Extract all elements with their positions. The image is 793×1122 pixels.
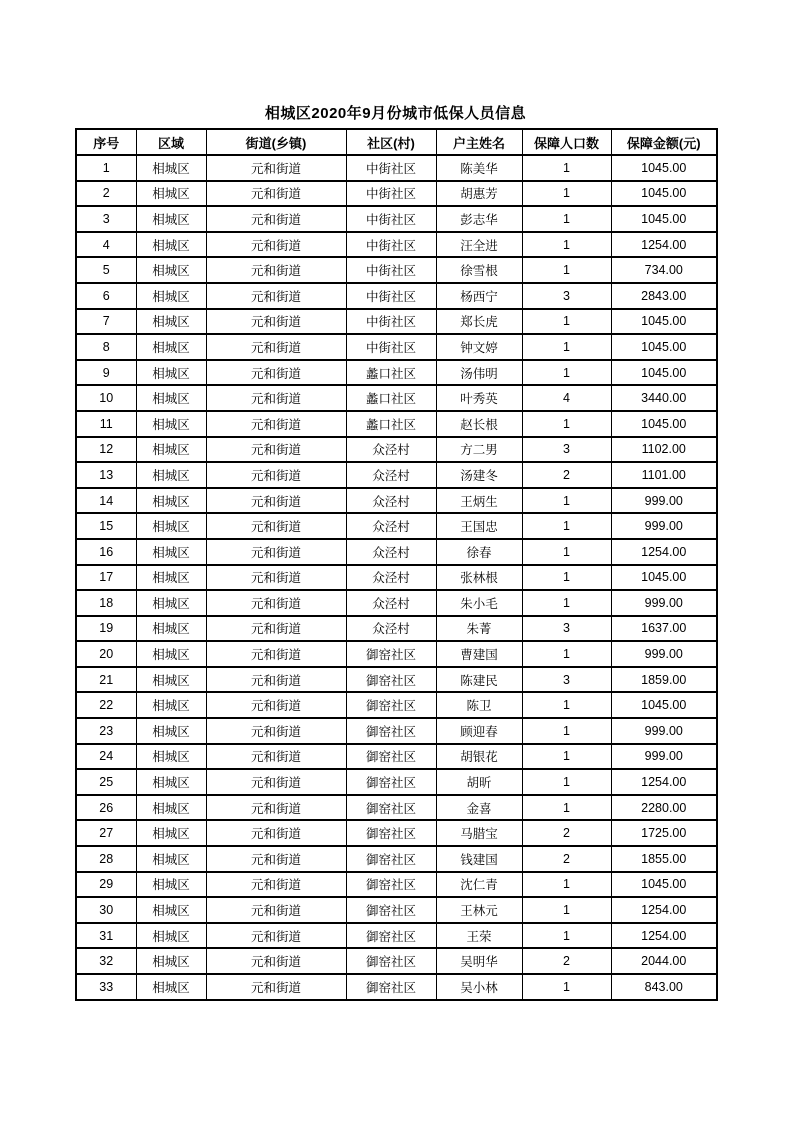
cell-region: 相城区	[136, 155, 206, 181]
cell-community: 御窑社区	[346, 820, 436, 846]
cell-region: 相城区	[136, 923, 206, 949]
cell-street: 元和街道	[206, 257, 346, 283]
cell-region: 相城区	[136, 539, 206, 565]
cell-population: 1	[522, 206, 611, 232]
cell-serial: 19	[76, 616, 136, 642]
cell-street: 元和街道	[206, 437, 346, 463]
cell-street: 元和街道	[206, 897, 346, 923]
cell-community: 众泾村	[346, 565, 436, 591]
cell-amount: 999.00	[611, 590, 717, 616]
cell-name: 钱建国	[436, 846, 522, 872]
cell-population: 1	[522, 334, 611, 360]
cell-amount: 999.00	[611, 718, 717, 744]
cell-name: 叶秀英	[436, 385, 522, 411]
cell-amount: 1045.00	[611, 565, 717, 591]
cell-region: 相城区	[136, 488, 206, 514]
cell-serial: 16	[76, 539, 136, 565]
cell-community: 中街社区	[346, 155, 436, 181]
cell-community: 御窑社区	[346, 974, 436, 1000]
page-title: 相城区2020年9月份城市低保人员信息	[264, 105, 527, 122]
cell-region: 相城区	[136, 411, 206, 437]
table-row	[76, 820, 717, 846]
cell-community: 众泾村	[346, 590, 436, 616]
cell-population: 1	[522, 923, 611, 949]
cell-street: 元和街道	[206, 641, 346, 667]
table-row	[76, 846, 717, 872]
header-street: 街道(乡镇)	[206, 129, 346, 155]
cell-region: 相城区	[136, 692, 206, 718]
cell-name: 金喜	[436, 795, 522, 821]
table-row	[76, 641, 717, 667]
cell-street: 元和街道	[206, 923, 346, 949]
cell-population: 3	[522, 437, 611, 463]
cell-street: 元和街道	[206, 232, 346, 258]
cell-serial: 29	[76, 872, 136, 898]
cell-region: 相城区	[136, 513, 206, 539]
cell-serial: 28	[76, 846, 136, 872]
cell-serial: 24	[76, 744, 136, 770]
table-row	[76, 360, 717, 386]
cell-serial: 13	[76, 462, 136, 488]
cell-population: 3	[522, 616, 611, 642]
cell-population: 4	[522, 385, 611, 411]
cell-region: 相城区	[136, 283, 206, 309]
cell-community: 众泾村	[346, 437, 436, 463]
cell-population: 1	[522, 539, 611, 565]
cell-street: 元和街道	[206, 718, 346, 744]
cell-name: 胡昕	[436, 769, 522, 795]
cell-community: 众泾村	[346, 616, 436, 642]
cell-region: 相城区	[136, 872, 206, 898]
cell-serial: 11	[76, 411, 136, 437]
table-row	[76, 232, 717, 258]
cell-population: 2	[522, 846, 611, 872]
cell-amount: 1045.00	[611, 206, 717, 232]
cell-name: 朱菁	[436, 616, 522, 642]
cell-community: 御窑社区	[346, 948, 436, 974]
cell-name: 曹建国	[436, 641, 522, 667]
cell-amount: 1254.00	[611, 923, 717, 949]
cell-region: 相城区	[136, 437, 206, 463]
table-row	[76, 462, 717, 488]
cell-serial: 22	[76, 692, 136, 718]
cell-name: 吴明华	[436, 948, 522, 974]
cell-street: 元和街道	[206, 590, 346, 616]
header-community: 社区(村)	[346, 129, 436, 155]
cell-population: 1	[522, 309, 611, 335]
cell-amount: 1102.00	[611, 437, 717, 463]
table-row	[76, 718, 717, 744]
cell-region: 相城区	[136, 206, 206, 232]
table-row	[76, 897, 717, 923]
cell-population: 1	[522, 744, 611, 770]
table-row	[76, 872, 717, 898]
cell-community: 中街社区	[346, 232, 436, 258]
cell-amount: 1045.00	[611, 181, 717, 207]
cell-serial: 23	[76, 718, 136, 744]
cell-street: 元和街道	[206, 692, 346, 718]
cell-population: 3	[522, 283, 611, 309]
cell-community: 众泾村	[346, 513, 436, 539]
cell-street: 元和街道	[206, 334, 346, 360]
cell-name: 王国忠	[436, 513, 522, 539]
cell-street: 元和街道	[206, 385, 346, 411]
table-row	[76, 488, 717, 514]
cell-population: 1	[522, 692, 611, 718]
cell-serial: 10	[76, 385, 136, 411]
cell-serial: 6	[76, 283, 136, 309]
cell-name: 汪全进	[436, 232, 522, 258]
cell-community: 御窑社区	[346, 667, 436, 693]
cell-amount: 999.00	[611, 488, 717, 514]
cell-street: 元和街道	[206, 539, 346, 565]
cell-region: 相城区	[136, 769, 206, 795]
cell-name: 王炳生	[436, 488, 522, 514]
cell-amount: 1254.00	[611, 769, 717, 795]
table-row	[76, 692, 717, 718]
cell-community: 中街社区	[346, 181, 436, 207]
cell-name: 马腊宝	[436, 820, 522, 846]
cell-serial: 5	[76, 257, 136, 283]
cell-serial: 30	[76, 897, 136, 923]
cell-name: 赵长根	[436, 411, 522, 437]
cell-name: 王林元	[436, 897, 522, 923]
cell-serial: 2	[76, 181, 136, 207]
cell-amount: 1101.00	[611, 462, 717, 488]
cell-population: 1	[522, 974, 611, 1000]
cell-name: 王荣	[436, 923, 522, 949]
cell-street: 元和街道	[206, 872, 346, 898]
cell-name: 陈卫	[436, 692, 522, 718]
cell-amount: 2044.00	[611, 948, 717, 974]
cell-amount: 2280.00	[611, 795, 717, 821]
table-body	[76, 155, 717, 1000]
cell-street: 元和街道	[206, 769, 346, 795]
table-row	[76, 411, 717, 437]
header-region: 区域	[136, 129, 206, 155]
cell-serial: 8	[76, 334, 136, 360]
table-row	[76, 283, 717, 309]
table-row	[76, 539, 717, 565]
cell-region: 相城区	[136, 360, 206, 386]
cell-region: 相城区	[136, 334, 206, 360]
table-row	[76, 513, 717, 539]
cell-community: 中街社区	[346, 283, 436, 309]
table-row	[76, 616, 717, 642]
cell-population: 1	[522, 513, 611, 539]
cell-community: 中街社区	[346, 309, 436, 335]
table-row	[76, 334, 717, 360]
cell-community: 中街社区	[346, 334, 436, 360]
cell-region: 相城区	[136, 718, 206, 744]
cell-population: 1	[522, 232, 611, 258]
cell-region: 相城区	[136, 590, 206, 616]
cell-population: 2	[522, 462, 611, 488]
cell-serial: 9	[76, 360, 136, 386]
cell-serial: 21	[76, 667, 136, 693]
cell-community: 御窑社区	[346, 692, 436, 718]
cell-street: 元和街道	[206, 667, 346, 693]
cell-population: 1	[522, 257, 611, 283]
cell-name: 顾迎春	[436, 718, 522, 744]
cell-street: 元和街道	[206, 616, 346, 642]
cell-community: 中街社区	[346, 257, 436, 283]
cell-serial: 26	[76, 795, 136, 821]
table-row	[76, 565, 717, 591]
table-row	[76, 795, 717, 821]
cell-region: 相城区	[136, 795, 206, 821]
cell-community: 御窑社区	[346, 846, 436, 872]
header-population: 保障人口数	[522, 129, 611, 155]
table-row	[76, 155, 717, 181]
table-row	[76, 590, 717, 616]
header-amount: 保障金额(元)	[611, 129, 717, 155]
welfare-table-container	[75, 128, 718, 1001]
cell-name: 沈仁青	[436, 872, 522, 898]
cell-name: 钟文婷	[436, 334, 522, 360]
cell-name: 徐雪根	[436, 257, 522, 283]
table-row	[76, 744, 717, 770]
cell-name: 陈建民	[436, 667, 522, 693]
cell-name: 陈美华	[436, 155, 522, 181]
cell-serial: 14	[76, 488, 136, 514]
cell-amount: 999.00	[611, 641, 717, 667]
cell-region: 相城区	[136, 309, 206, 335]
cell-amount: 1254.00	[611, 232, 717, 258]
cell-name: 汤伟明	[436, 360, 522, 386]
cell-community: 蠡口社区	[346, 385, 436, 411]
cell-population: 2	[522, 820, 611, 846]
welfare-table	[75, 128, 718, 1001]
cell-amount: 1637.00	[611, 616, 717, 642]
table-row	[76, 309, 717, 335]
cell-street: 元和街道	[206, 309, 346, 335]
table-row	[76, 769, 717, 795]
cell-serial: 4	[76, 232, 136, 258]
cell-population: 1	[522, 565, 611, 591]
cell-amount: 999.00	[611, 513, 717, 539]
cell-amount: 843.00	[611, 974, 717, 1000]
cell-population: 1	[522, 718, 611, 744]
cell-region: 相城区	[136, 181, 206, 207]
cell-region: 相城区	[136, 232, 206, 258]
table-row	[76, 667, 717, 693]
cell-serial: 18	[76, 590, 136, 616]
cell-serial: 3	[76, 206, 136, 232]
cell-region: 相城区	[136, 948, 206, 974]
cell-name: 张林根	[436, 565, 522, 591]
cell-community: 御窑社区	[346, 769, 436, 795]
cell-street: 元和街道	[206, 360, 346, 386]
cell-amount: 1045.00	[611, 692, 717, 718]
cell-serial: 15	[76, 513, 136, 539]
cell-amount: 1045.00	[611, 155, 717, 181]
cell-population: 1	[522, 872, 611, 898]
cell-serial: 17	[76, 565, 136, 591]
cell-region: 相城区	[136, 820, 206, 846]
table-row	[76, 257, 717, 283]
cell-street: 元和街道	[206, 462, 346, 488]
cell-amount: 1045.00	[611, 334, 717, 360]
cell-region: 相城区	[136, 974, 206, 1000]
cell-amount: 1045.00	[611, 360, 717, 386]
cell-community: 御窑社区	[346, 641, 436, 667]
cell-region: 相城区	[136, 257, 206, 283]
cell-amount: 1859.00	[611, 667, 717, 693]
table-row	[76, 923, 717, 949]
cell-region: 相城区	[136, 667, 206, 693]
cell-serial: 31	[76, 923, 136, 949]
cell-serial: 1	[76, 155, 136, 181]
cell-name: 郑长虎	[436, 309, 522, 335]
cell-street: 元和街道	[206, 181, 346, 207]
header-name: 户主姓名	[436, 129, 522, 155]
cell-serial: 33	[76, 974, 136, 1000]
cell-population: 2	[522, 948, 611, 974]
cell-region: 相城区	[136, 846, 206, 872]
table-row	[76, 437, 717, 463]
cell-community: 御窑社区	[346, 744, 436, 770]
cell-population: 3	[522, 667, 611, 693]
table-row	[76, 206, 717, 232]
cell-amount: 1045.00	[611, 411, 717, 437]
table-header-row	[76, 129, 717, 155]
cell-community: 众泾村	[346, 539, 436, 565]
cell-serial: 27	[76, 820, 136, 846]
cell-street: 元和街道	[206, 411, 346, 437]
cell-community: 蠡口社区	[346, 411, 436, 437]
cell-region: 相城区	[136, 385, 206, 411]
cell-community: 中街社区	[346, 206, 436, 232]
cell-population: 1	[522, 590, 611, 616]
cell-amount: 1254.00	[611, 897, 717, 923]
cell-population: 1	[522, 795, 611, 821]
table-row	[76, 948, 717, 974]
cell-serial: 25	[76, 769, 136, 795]
table-row	[76, 974, 717, 1000]
cell-community: 御窑社区	[346, 897, 436, 923]
cell-street: 元和街道	[206, 565, 346, 591]
cell-name: 徐春	[436, 539, 522, 565]
cell-community: 御窑社区	[346, 872, 436, 898]
cell-region: 相城区	[136, 565, 206, 591]
cell-amount: 2843.00	[611, 283, 717, 309]
cell-amount: 1045.00	[611, 872, 717, 898]
cell-population: 1	[522, 155, 611, 181]
cell-name: 胡惠芳	[436, 181, 522, 207]
cell-street: 元和街道	[206, 948, 346, 974]
cell-region: 相城区	[136, 616, 206, 642]
table-row	[76, 181, 717, 207]
cell-amount: 999.00	[611, 744, 717, 770]
cell-population: 1	[522, 181, 611, 207]
cell-street: 元和街道	[206, 513, 346, 539]
cell-serial: 32	[76, 948, 136, 974]
cell-population: 1	[522, 897, 611, 923]
cell-amount: 734.00	[611, 257, 717, 283]
table-row	[76, 385, 717, 411]
cell-street: 元和街道	[206, 795, 346, 821]
cell-name: 彭志华	[436, 206, 522, 232]
cell-amount: 1725.00	[611, 820, 717, 846]
cell-population: 1	[522, 411, 611, 437]
cell-street: 元和街道	[206, 974, 346, 1000]
cell-community: 蠡口社区	[346, 360, 436, 386]
cell-street: 元和街道	[206, 206, 346, 232]
cell-street: 元和街道	[206, 488, 346, 514]
cell-amount: 1254.00	[611, 539, 717, 565]
cell-name: 汤建冬	[436, 462, 522, 488]
cell-street: 元和街道	[206, 155, 346, 181]
cell-region: 相城区	[136, 641, 206, 667]
cell-community: 御窑社区	[346, 923, 436, 949]
cell-community: 众泾村	[346, 462, 436, 488]
cell-amount: 3440.00	[611, 385, 717, 411]
cell-serial: 12	[76, 437, 136, 463]
cell-region: 相城区	[136, 462, 206, 488]
cell-community: 众泾村	[346, 488, 436, 514]
header-serial: 序号	[76, 129, 136, 155]
cell-serial: 20	[76, 641, 136, 667]
cell-name: 胡银花	[436, 744, 522, 770]
cell-street: 元和街道	[206, 283, 346, 309]
cell-name: 吴小林	[436, 974, 522, 1000]
cell-street: 元和街道	[206, 744, 346, 770]
cell-population: 1	[522, 360, 611, 386]
cell-name: 朱小毛	[436, 590, 522, 616]
cell-community: 御窑社区	[346, 718, 436, 744]
cell-amount: 1045.00	[611, 309, 717, 335]
cell-serial: 7	[76, 309, 136, 335]
cell-community: 御窑社区	[346, 795, 436, 821]
cell-street: 元和街道	[206, 846, 346, 872]
cell-region: 相城区	[136, 897, 206, 923]
cell-population: 1	[522, 488, 611, 514]
cell-street: 元和街道	[206, 820, 346, 846]
cell-population: 1	[522, 641, 611, 667]
cell-amount: 1855.00	[611, 846, 717, 872]
cell-population: 1	[522, 769, 611, 795]
cell-name: 杨西宁	[436, 283, 522, 309]
cell-name: 方二男	[436, 437, 522, 463]
cell-region: 相城区	[136, 744, 206, 770]
